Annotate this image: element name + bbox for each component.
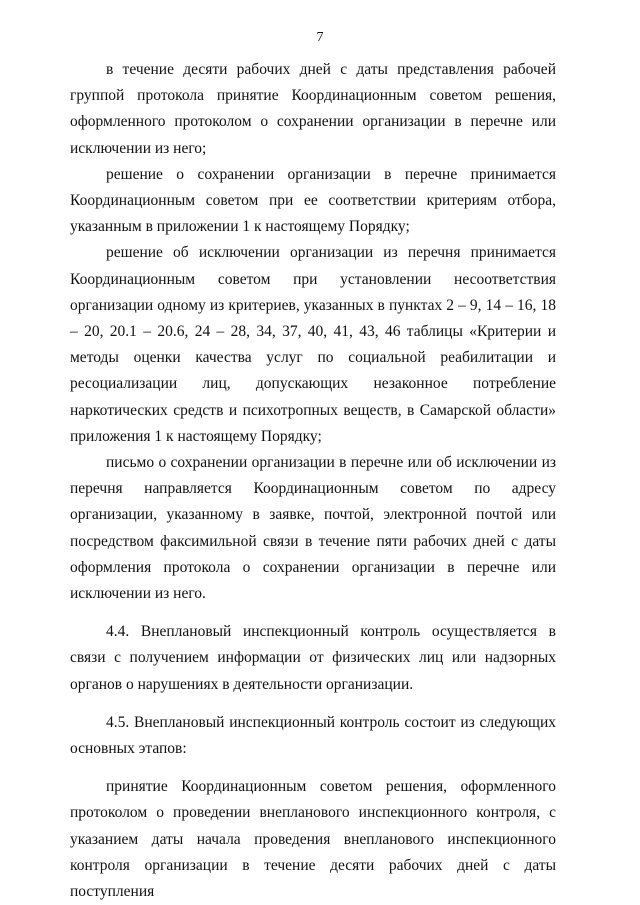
paragraph-2: решение о сохранении организации в перечне принимается Координационным советом при ее соответствии критериям отбора, указанным в приложении 1 к настоящему Порядку; (70, 165, 556, 236)
paragraph-4: письмо о сохранении организации в перечне или об исключении из перечня направляется Координационным советом по адресу организации, указанному в заявке, почтой, электронной почтой или посредством факсимильной связи в течение пяти рабочих дней с даты оформления протокола о сохранении организации в перечне или исключении из него. (70, 454, 556, 603)
paragraph-stage-1: принятие Координационным советом решения, оформленного протоколом о проведении внепланового инспекционного контроля, с указанием даты начала проведения внепланового инспекционного контроля организации в течение десяти рабочих дней с даты поступления (70, 778, 556, 901)
paragraph-3: решение об исключении организации из перечня принимается Координационным советом при установлении несоответствия организации одному из критериев, указанных в пунктах 2 – 9, 14 – 16, 18 – 20, 20.1 – 20.6, 24 – 28, 34, 37, 40, 41, 43, 46 таблицы «Критерии и методы оценки качества услуг по социальной реабилитации и ресоциализации лиц, допускающих незаконное потребление наркотических средств и психотропных веществ, в Самарской области» приложения 1 к настоящему Порядку; (70, 244, 556, 445)
document-body (70, 57, 556, 905)
paragraph-4-4: 4.4. Внеплановый инспекционный контроль осуществляется в связи с получением информации от физических лиц или надзорных органов о нарушениях в деятельности организации. (70, 623, 556, 693)
paragraph-1: в течение десяти рабочих дней с даты представления рабочей группой протокола принятие Координационным советом решения, оформленного протоколом о сохранении организации в перечне или исключении из него; (70, 61, 556, 157)
paragraph-4-5: 4.5. Внеплановый инспекционный контроль состоит из следующих основных этапов: (70, 713, 556, 758)
page-number: 7 (316, 30, 324, 45)
